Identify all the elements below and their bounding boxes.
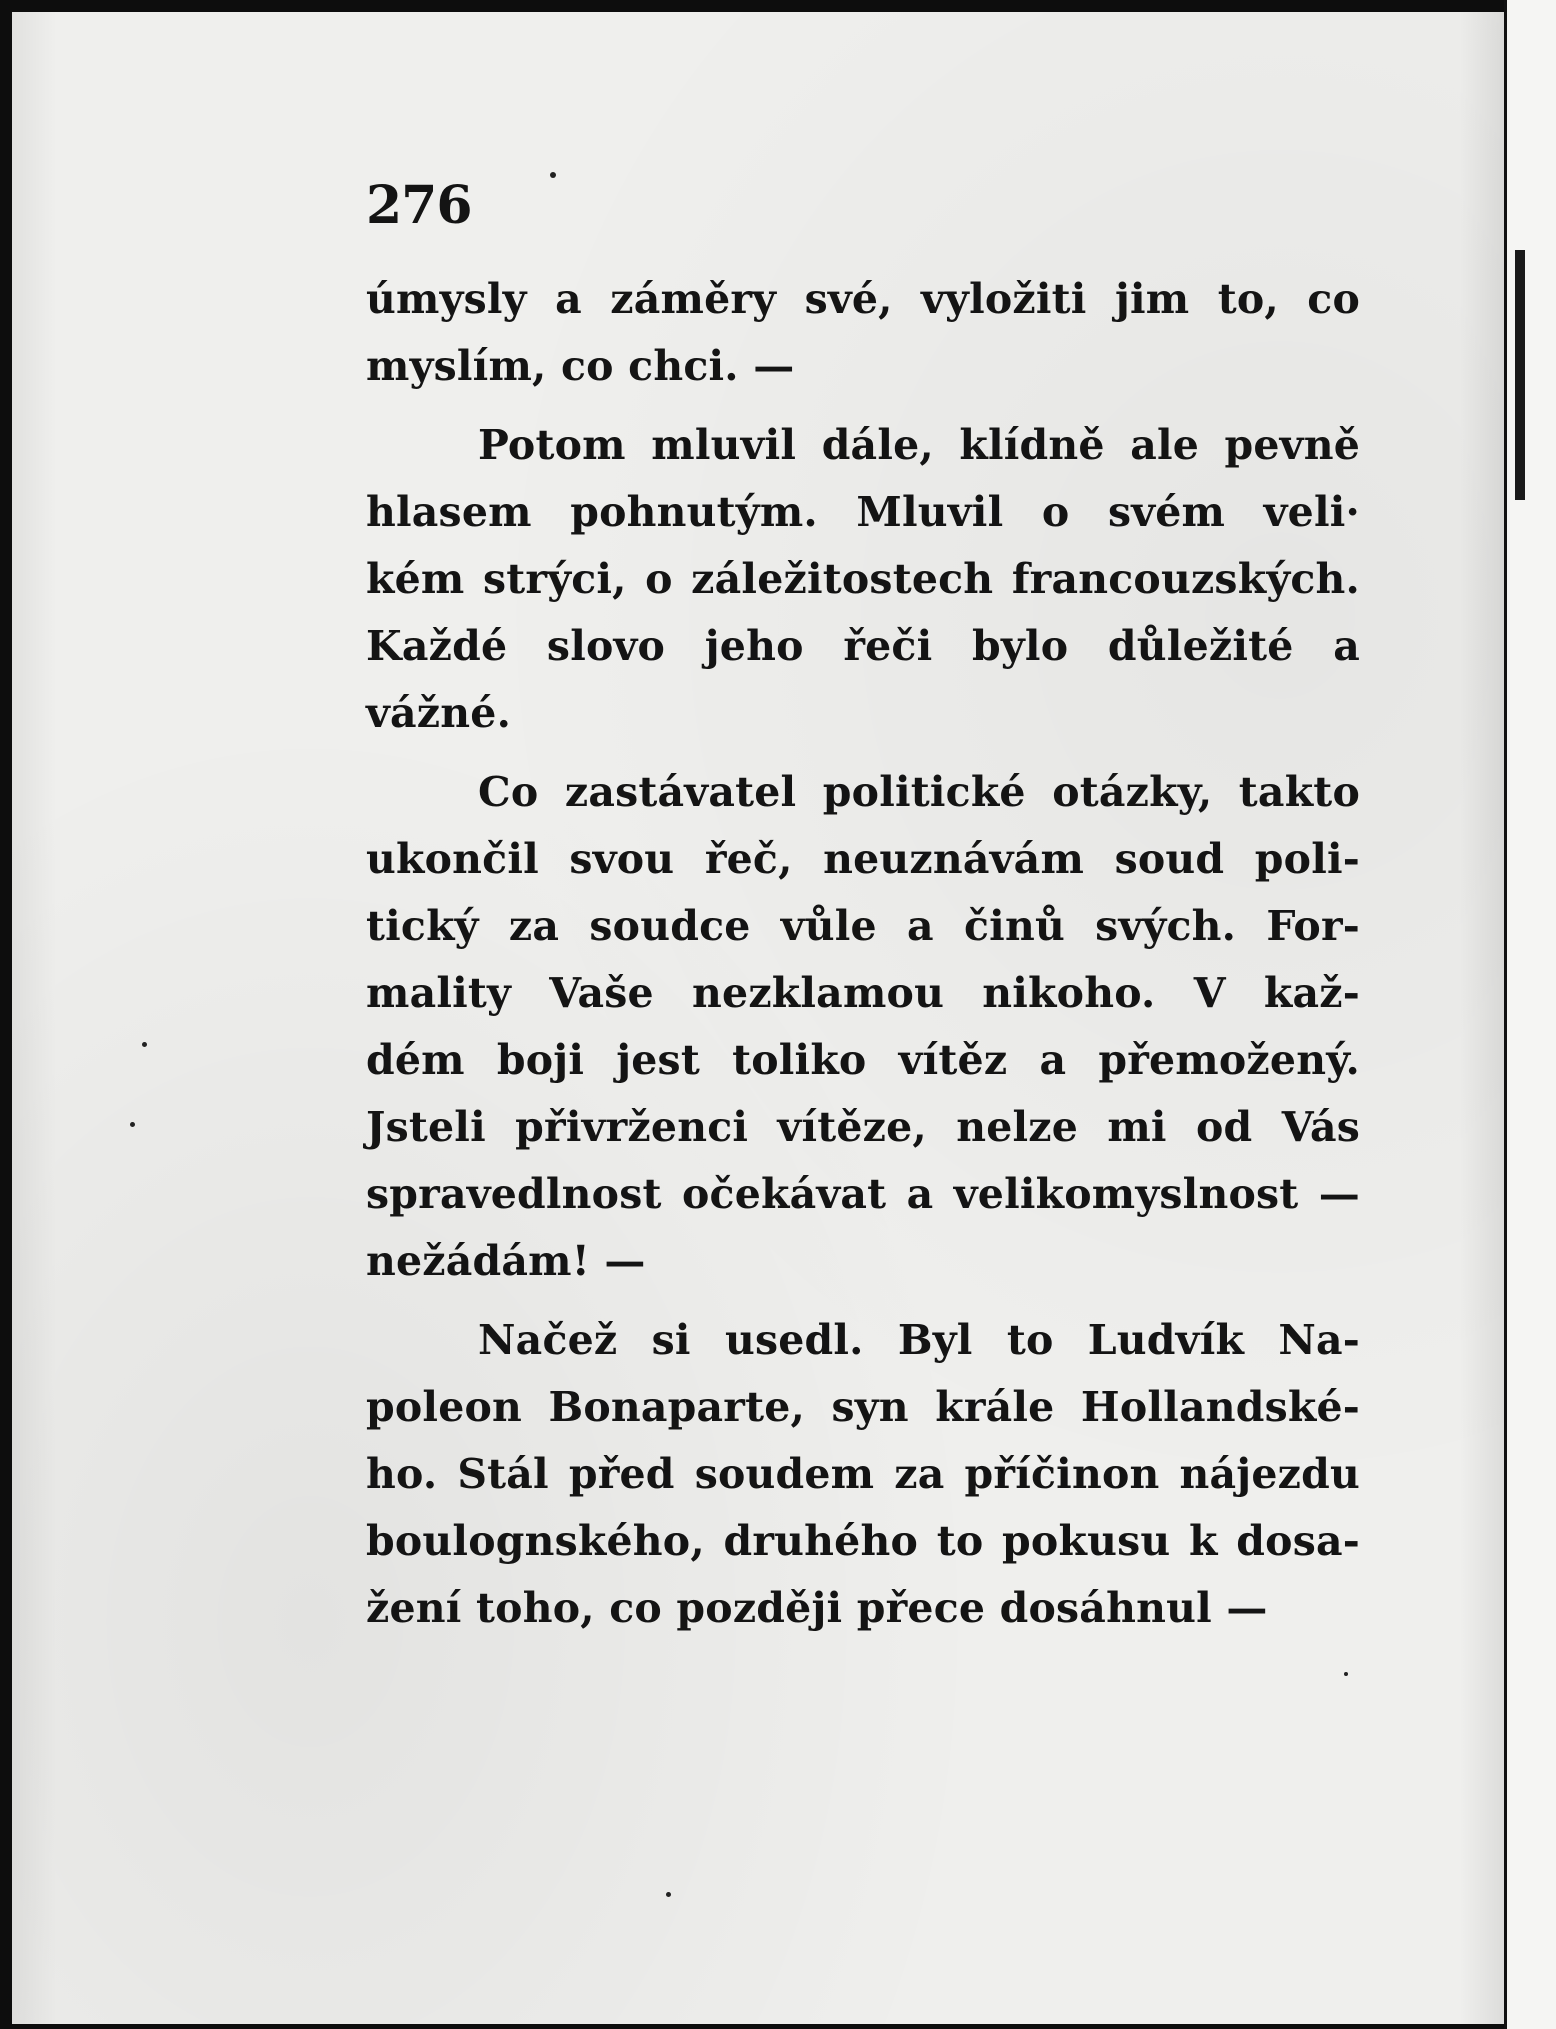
print-speck — [550, 172, 556, 178]
print-speck — [130, 1122, 135, 1127]
text-line: nežádám! — — [366, 1237, 646, 1285]
text-line: poleon Bonaparte, syn krále Hollandské- — [366, 1383, 1360, 1431]
page-number: 276 — [366, 175, 472, 236]
text-line: Jsteli přivrženci vítěze, nelze mi od Vás — [366, 1103, 1360, 1151]
text-line: boulognského, druhého to pokusu k dosa- — [366, 1517, 1360, 1565]
text-line: úmysly a záměry své, vyložiti jim to, co — [366, 275, 1360, 323]
paragraph-gap — [366, 400, 1360, 412]
text-line: Co zastávatel politické otázky, takto — [478, 768, 1360, 816]
text-line: vážné. — [366, 689, 512, 737]
text-line: myslím, co chci. — — [366, 342, 795, 390]
paragraph — [366, 266, 1360, 400]
text-line: dém boji jest toliko vítěz a přemožený. — [366, 1036, 1360, 1084]
text-line: Každé slovo jeho řeči bylo důležité a — [366, 622, 1360, 670]
text-line: ukončil svou řeč, neuznávám soud poli- — [366, 835, 1360, 883]
paragraph — [366, 759, 1360, 1295]
print-speck — [1344, 1672, 1348, 1676]
text-line: ho. Stál před soudem za příčinon nájezdu — [366, 1450, 1360, 1498]
print-speck — [666, 1892, 671, 1897]
paragraphs — [366, 266, 1360, 1642]
text-line: hlasem pohnutým. Mluvil o svém veli· — [366, 488, 1360, 536]
paragraph-gap — [366, 1295, 1360, 1307]
paragraph — [366, 1307, 1360, 1642]
print-speck — [142, 1042, 147, 1047]
text-line: Načež si usedl. Byl to Ludvík Na- — [478, 1316, 1360, 1364]
paragraph — [366, 412, 1360, 747]
edge-shadow — [1515, 250, 1525, 500]
text-line: Potom mluvil dále, klídně ale pevně — [478, 421, 1360, 469]
text-line: mality Vaše nezklamou nikoho. V kaž- — [366, 969, 1360, 1017]
text-line: kém strýci, o záležitostech francouzských. — [366, 555, 1360, 603]
adjacent-page-edge — [1504, 0, 1556, 2029]
text-line: tický za soudce vůle a činů svých. For- — [366, 902, 1360, 950]
text-line: spravedlnost očekávat a velikomyslnost — — [366, 1170, 1360, 1218]
page-text — [366, 175, 1360, 1642]
paragraph-gap — [366, 747, 1360, 759]
text-line: žení toho, co později přece dosáhnul — — [366, 1584, 1268, 1632]
